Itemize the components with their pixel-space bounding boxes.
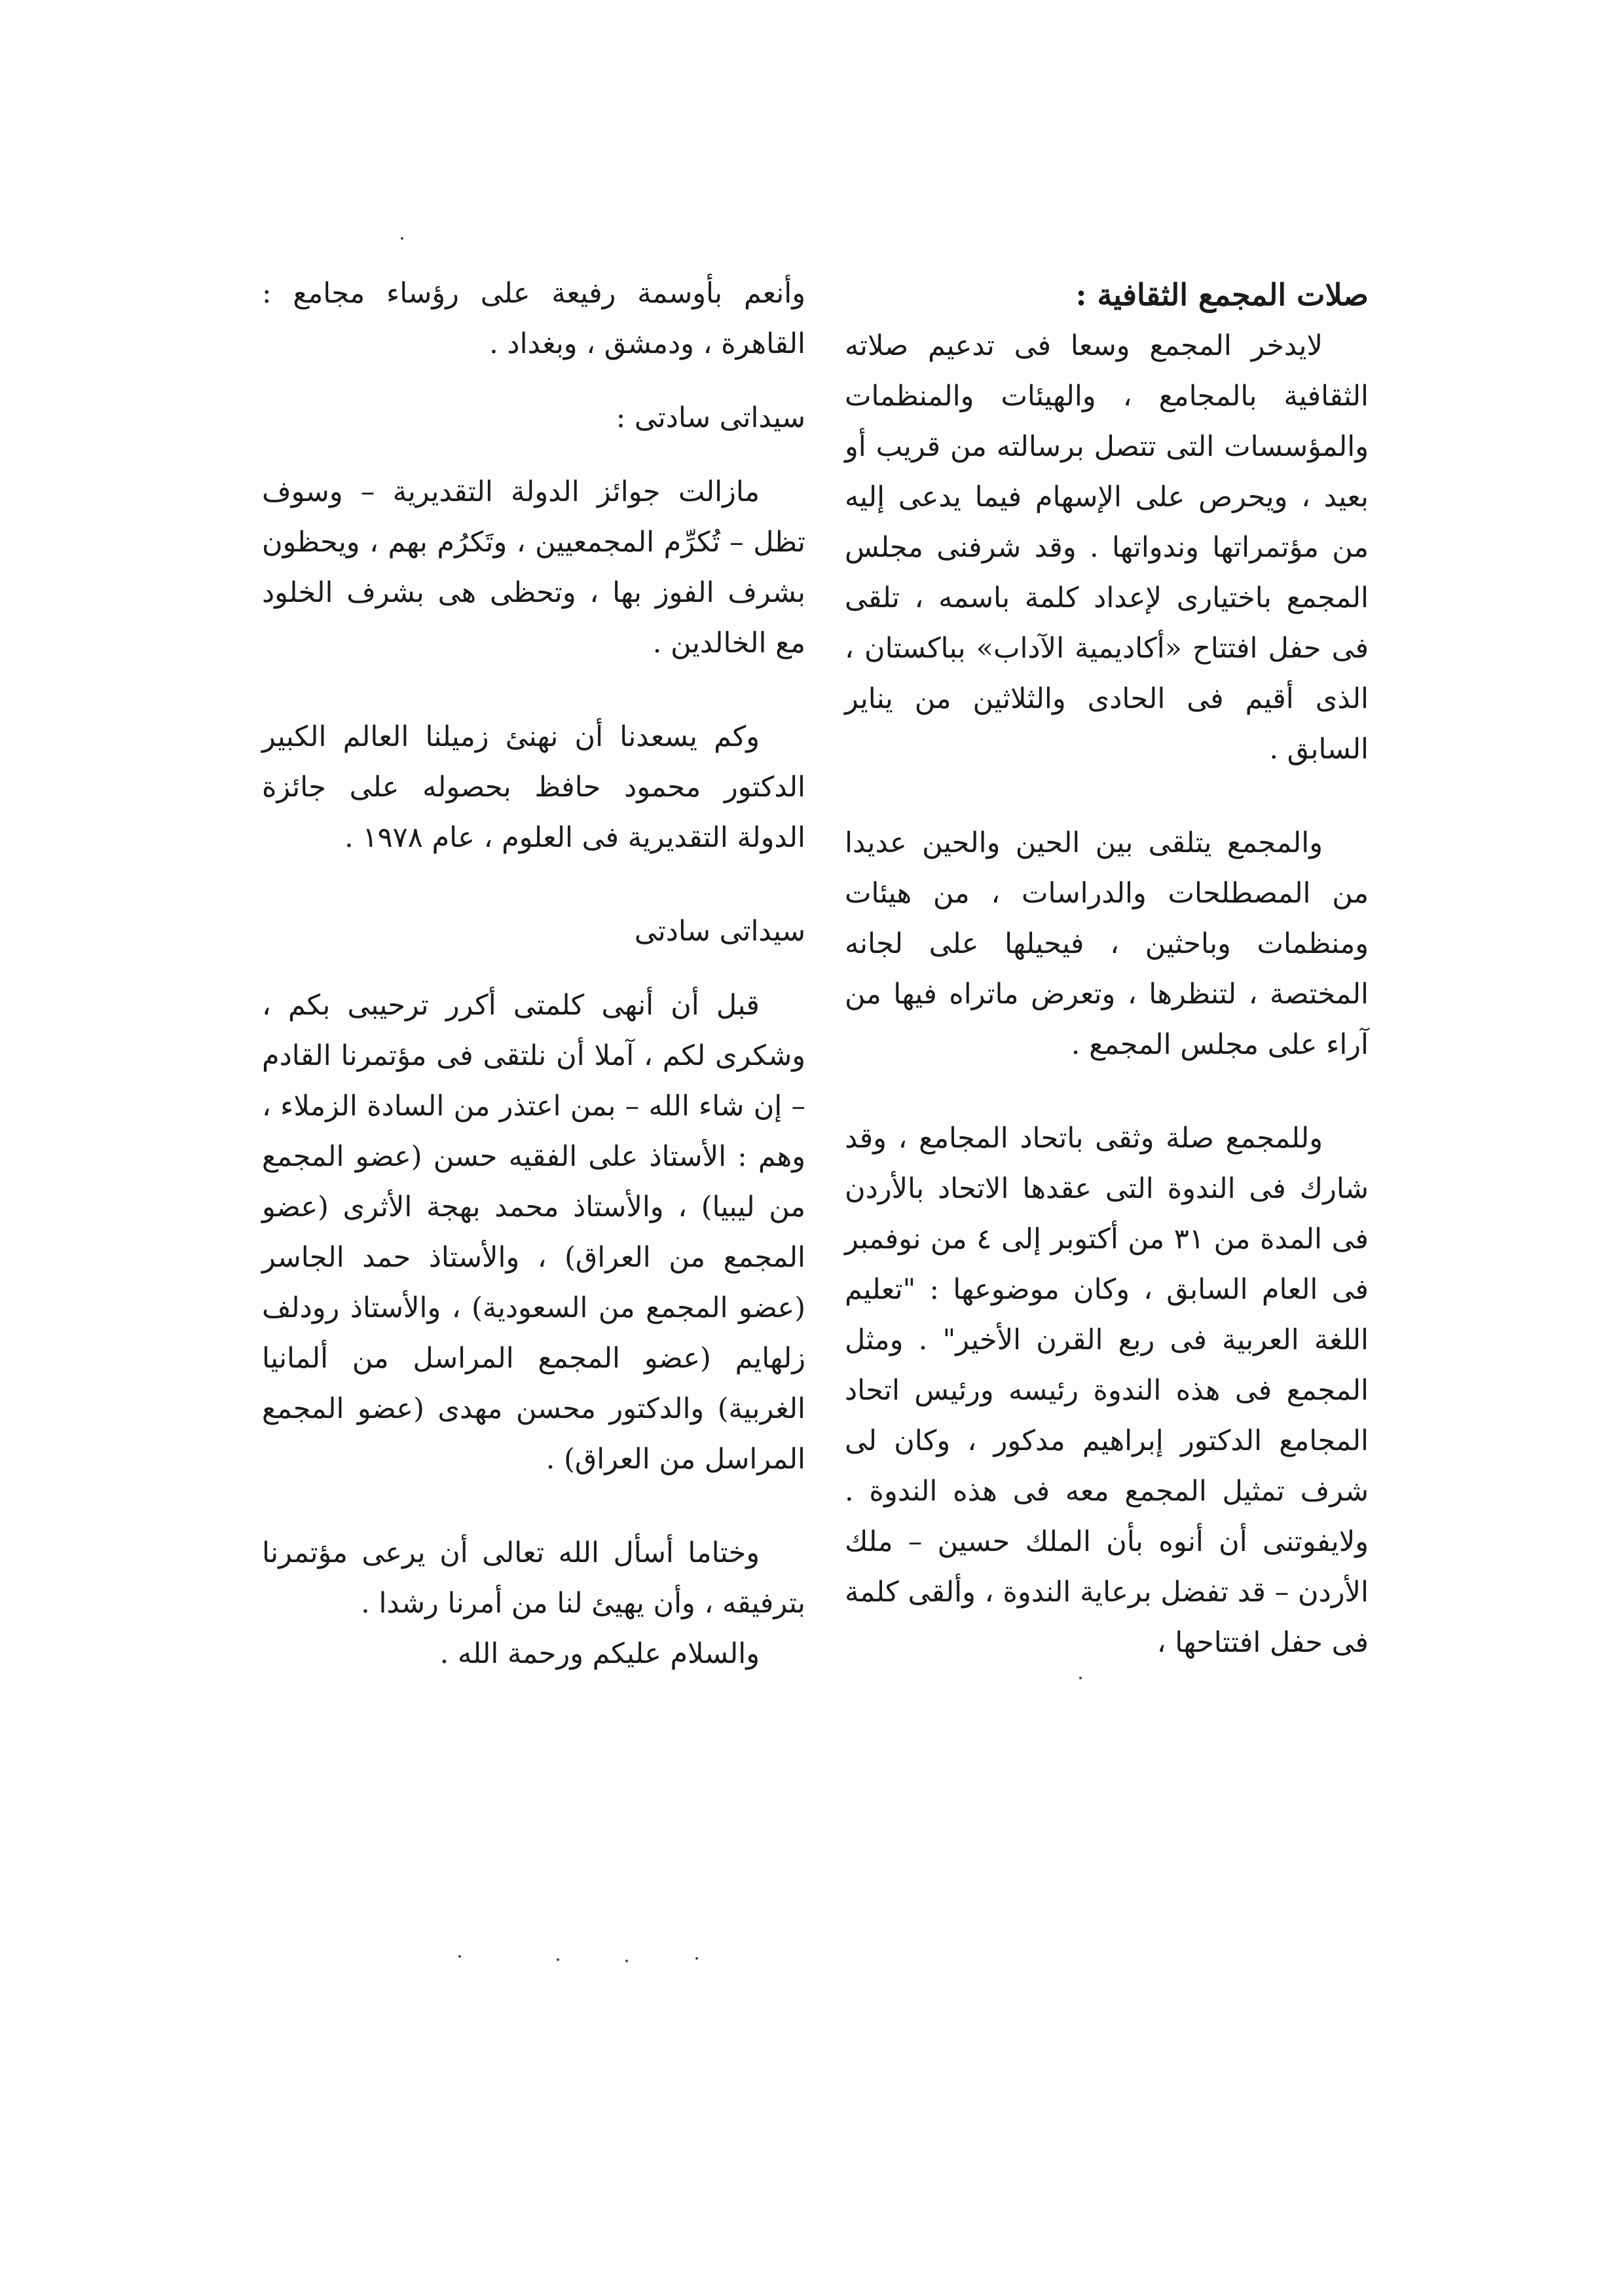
scan-speck [695, 1957, 698, 1960]
paragraph: وأنعم بأوسمة رفيعة على رؤساء مجامع : القاهرة ، ودمشق ، وبغداد . [262, 277, 805, 360]
paragraph-gap [262, 369, 805, 393]
paragraph: والمجمع يتلقى بين الحين والحين عديدا من المصطلحات والدراسات ، من هيئات ومنظمات وباحثين ، فيحيلها على لجانه المختصة ، لتنظرها ، وتعرض ماتراه فيها من آراء على مجلس المجمع . [845, 827, 1369, 1061]
section-heading: صلات المجمع الثقافية : [1075, 277, 1369, 312]
scan-speck [557, 1958, 559, 1961]
paragraph: وكم يسعدنا أن نهنئ زميلنا العالم الكبير الدكتور محمود حافظ بحصوله على جائزة الدولة التقديرية فى العلوم ، عام ١٩٧٨ . [262, 720, 805, 854]
closing-line: والسلام عليكم ورحمة الله . [439, 1637, 760, 1670]
left-column [262, 269, 805, 1679]
address-line: سيداتى سادتى [634, 915, 805, 948]
paragraph-gap [262, 1485, 805, 1528]
paragraph: مازالت جوائز الدولة التقديرية – وسوف تظل – تُكرِّم المجمعيين ، وتَكرُم بهم ، ويحظون بشرف الفوز بها ، وتحظى هى بشرف الخلود مع الخالدين . [262, 476, 805, 660]
paragraph: قبل أن أنهى كلمتى أكرر ترحيبى بكم ، وشكرى لكم ، آملا أن نلتقى فى مؤتمرنا القادم – إن شاء الله – بمن اعتذر من السادة الزملاء ، وهم : الأستاذ على الفقيه حسن (عضو المجمع من ليبيا) ، والأستاذ محمد بهجة الأثرى (عضو المجمع من العراق) ، والأستاذ حمد الجاسر (عضو المجمع من السعودية) ، والأستاذ رودلف زلهايم (عضو المجمع المراسل من ألمانيا الغربية) والدكتور محسن مهدى (عضو المجمع المراسل من العراق) . [262, 989, 805, 1476]
paragraph-gap [262, 669, 805, 712]
paragraph-gap [262, 863, 805, 906]
scan-speck [1079, 1677, 1082, 1679]
scan-speck [458, 1955, 461, 1958]
paragraph: لايدخر المجمع وسعا فى تدعيم صلاته الثقافية بالمجامع ، والهيئات والمنظمات والمؤسسات التى تتصل برسالته من قريب أو بعيد ، ويحرص على الإسهام فيما يدعى إليه من مؤتمراتها وندواتها . وقد شرفنى مجلس المجمع باختيارى لإعداد كلمة باسمه ، تلقى فى حفل افتتاح «أكاديمية الآداب» بباكستان ، الذى أقيم فى الحادى والثلاثين من يناير السابق . [845, 329, 1369, 766]
paragraph-gap [262, 443, 805, 467]
paragraph-gap [845, 1070, 1369, 1113]
scan-speck [401, 237, 403, 240]
scan-speck [625, 1960, 628, 1962]
paragraph: وختاما أسأل الله تعالى أن يرعى مؤتمرنا بترفيقه ، وأن يهيئ لنا من أمرنا رشدا . [262, 1537, 805, 1620]
paragraph-gap [262, 957, 805, 980]
right-column [845, 269, 1369, 1668]
paragraph: وللمجمع صلة وثقى باتحاد المجامع ، وقد شارك فى الندوة التى عقدها الاتحاد بالأردن فى المدة من ٣١ من أكتوبر إلى ٤ من نوفمبر فى العام السابق ، وكان موضوعها : "تعليم اللغة العربية فى ربع القرن الأخير" . ومثل المجمع فى هذه الندوة رئيسه ورئيس اتحاد المجامع الدكتور إبراهيم مدكور ، وكان لى شرف تمثيل المجمع معه فى هذه الندوة . ولايفوتنى أن أنوه بأن الملك حسين – ملك الأردن – قد تفضل برعاية الندوة ، وألقى كلمة فى حفل افتتاحها ، [845, 1122, 1369, 1659]
paragraph-gap [845, 775, 1369, 818]
address-line: سيداتى سادتى : [616, 401, 805, 434]
